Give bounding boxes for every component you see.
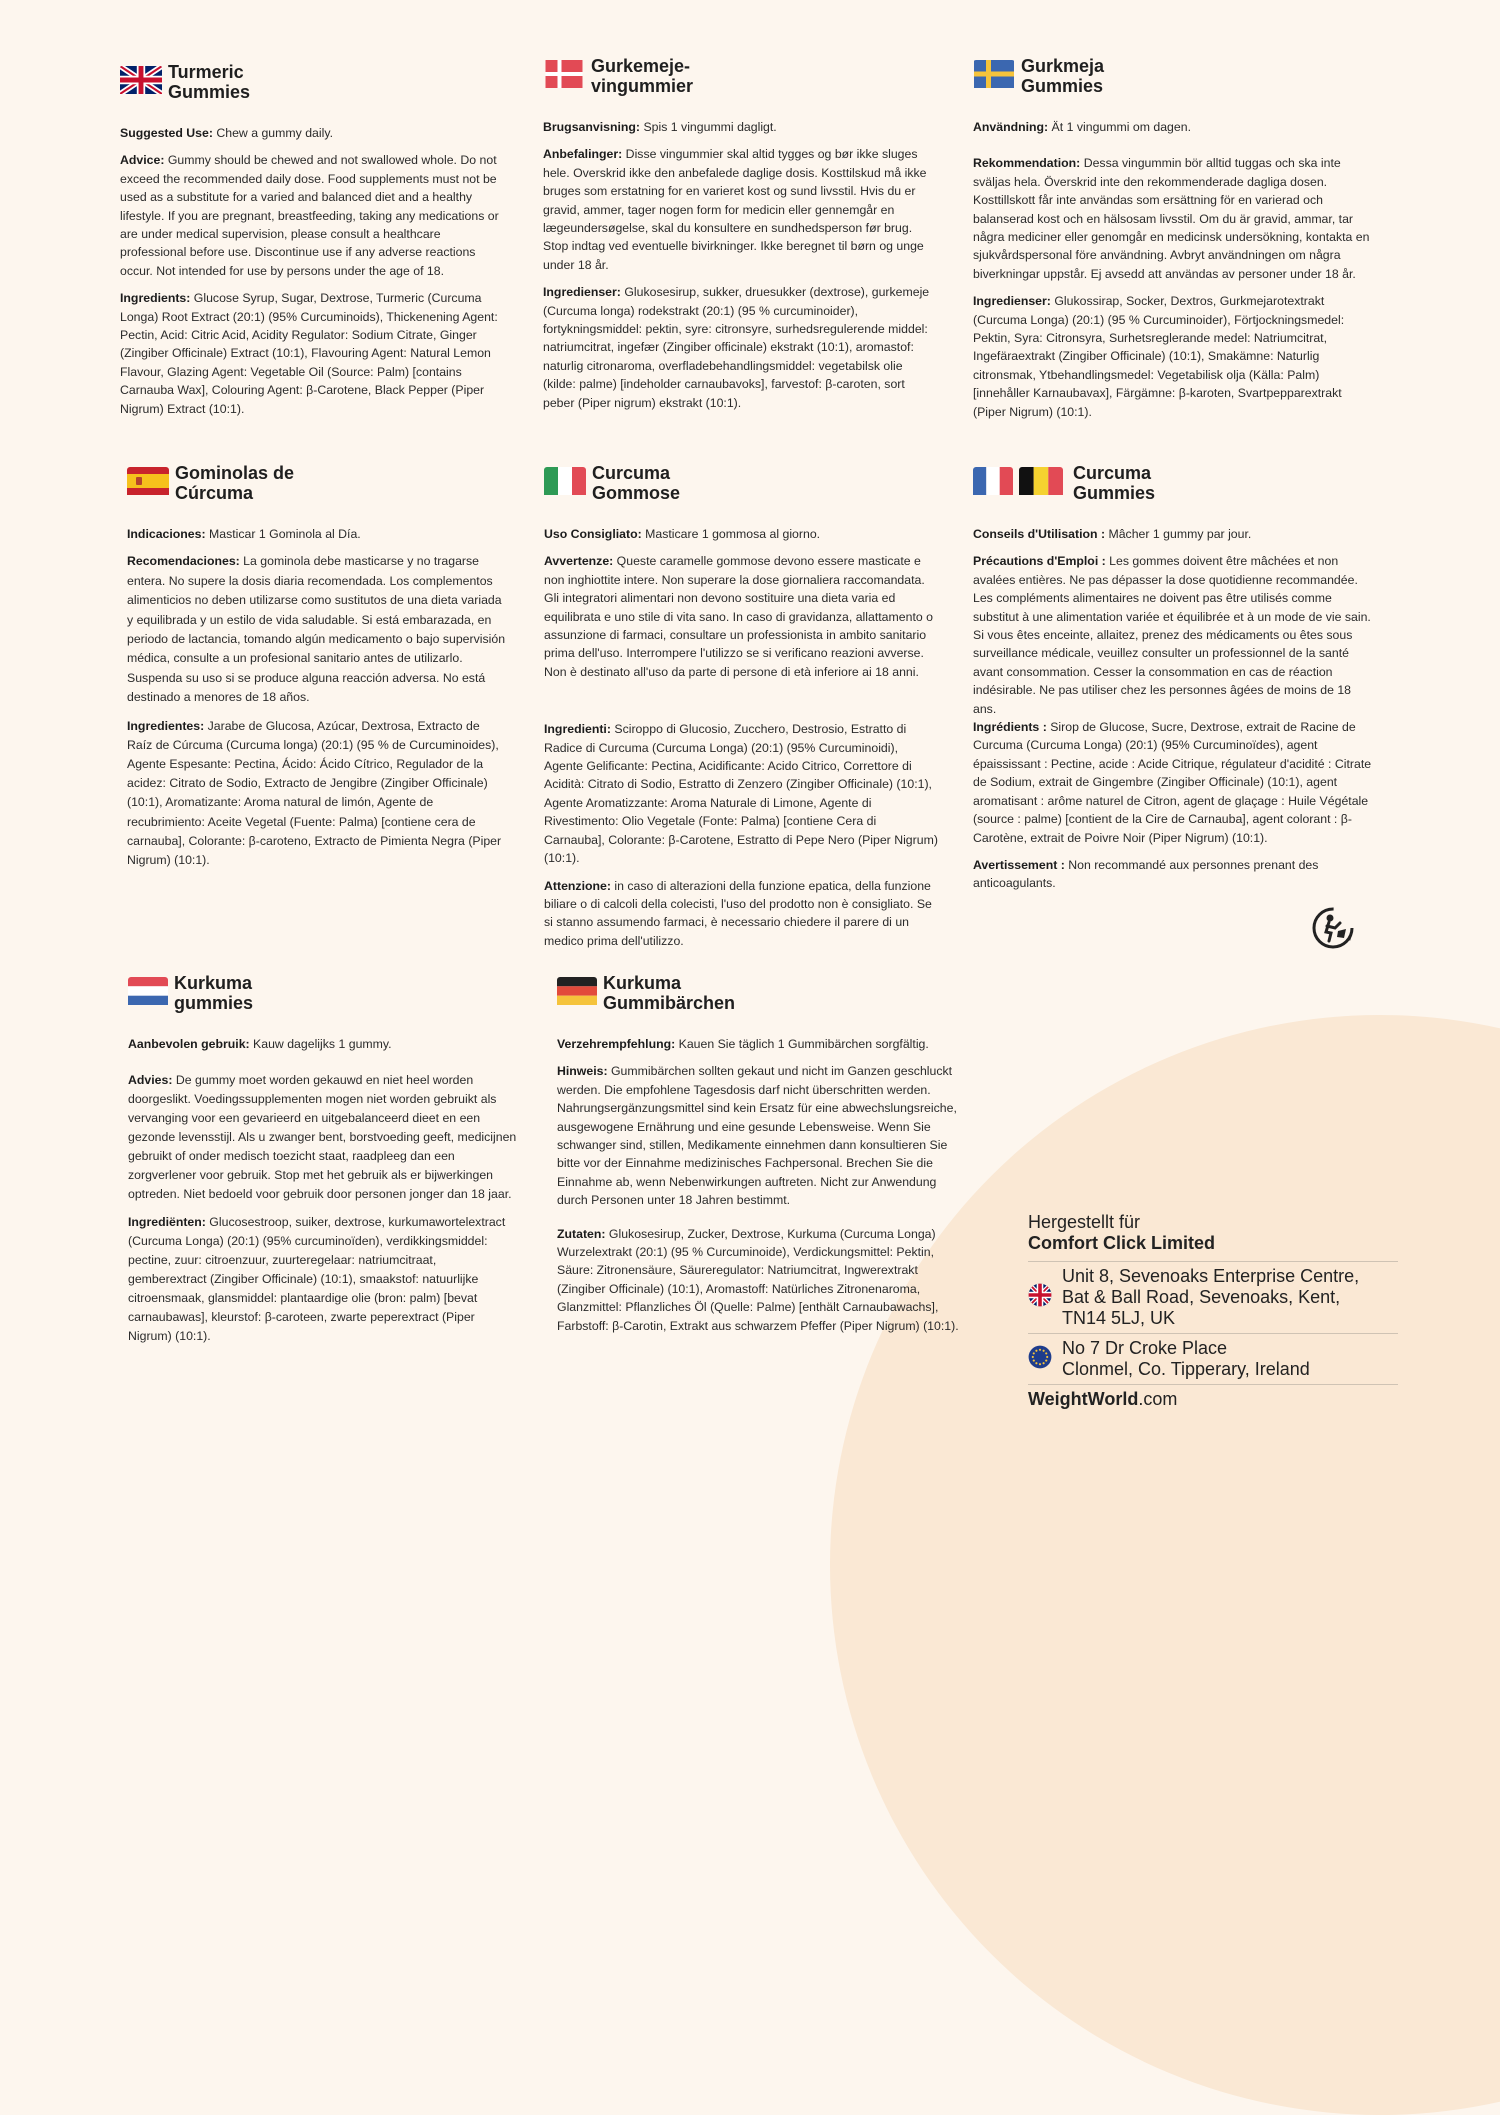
advice: Advies: De gummy moet worden gekauwd en niet heel worden doorgeslikt. Voedingssupplementen mogen niet worden gebruikt als vervanging voor een gevarieerd en uitgebalanceerd dieet en een gezonde levensstijl. Als u zwanger bent, borstvoeding geeft, medicijnen gebruikt of onder medisch toezicht staat, raadpleeg dan een zorgverlener voor gebruik. Stop met het gebruik als er bijwerkingen optreden. Niet bedoeld voor gebruik door personen jonger dan 18 jaar. [128, 1073, 517, 1202]
section-english [120, 62, 510, 427]
suggested-use: Verzehrempfehlung: Kauen Sie täglich 1 Gummibärchen sorgfältig. [557, 1037, 929, 1051]
suggested-use: Conseils d'Utilisation : Mâcher 1 gummy par jour. [973, 527, 1252, 541]
section-italian [544, 463, 939, 959]
suggested-use: Uso Consigliato: Masticare 1 gommosa al giorno. [544, 527, 821, 541]
advice: Rekommendation: Dessa vingummin bör alltid tuggas och ska inte sväljas hela. Överskrid inte den rekommenderade dagliga dosen. Kosttillskott får inte användas som ersättning för en varierad och balanserad kost och en hälsosam livsstil. Om du är gravid, ammar, tar några mediciner eller genomgår en medicinsk undersökning, kontakta en sjukvårdspersonal före användning. Avbryt användningen om några biverkningar uppstår. Ej avsedd att användas av personer under 18 år. [973, 156, 1370, 281]
denmark-flag-icon [543, 60, 585, 93]
section-header [120, 62, 510, 102]
eu-flag-icon [1028, 1345, 1052, 1374]
ingredients: Ingredienser: Glukossirap, Socker, Dextros, Gurkmejarotextrakt (Curcuma Longa) (20:1) (95 % Curcuminoider), Förtjockningsmedel: Pektin, Syra: Citronsyra, Surhetsreglerande medel: Natriumcitrat, Ingefäraextrakt (Zingiber Officinale) (10:1), Smakämne: Naturlig citronsmak, Ytbehandlingsmedel: Vegetabilisk olja (Källa: Palm) [innehåller Karnaubavax], Färgämne: β-karoten, Svartpepparextrakt (Piper Nigrum) (10:1). [973, 294, 1345, 419]
belgium-flag-icon [1019, 467, 1063, 500]
spain-flag-icon [127, 467, 169, 500]
manufacturer-address [1028, 1212, 1398, 1410]
made-for-label: Hergestellt für [1028, 1212, 1141, 1232]
section-swedish [973, 56, 1373, 430]
section-title: Curcuma Gummies [1073, 463, 1156, 503]
uk-flag-icon [120, 66, 162, 99]
section-danish [543, 56, 938, 421]
ingredients: Ingrediënten: Glucosestroop, suiker, dextrose, kurkumawortelextract (Curcuma Longa) (20:1) (95% curcuminoïden), verdikkingsmiddel: pectine, zuur: citroenzuur, zuurteregelaar: natriumcitraat, gemberextract (Zingiber Officinale) (10:1), smaakstof: natuurlijke citroensmaak, glansmiddel: plantaardige olie (bron: palm) [bevat carnaubawas], kleurstof: β-caroteen, zwarte peperextract (Piper Nigrum) (10:1). [128, 1215, 506, 1344]
section-header [128, 973, 518, 1013]
ingredients: Ingredienser: Glukosesirup, sukker, druesukker (dextrose), gurkemeje (Curcuma longa) rodekstrakt (20:1) (95 % curcuminoider), fortykningsmiddel: pektin, syre: citronsyre, surhedsregulerende middel: natriumcitrat, ingefær (Zingiber officinale) ekstrakt (10:1), aromastof: naturlig citronaroma, overfladebehandlingsmiddel: vegetabilsk olie (kilde: palme) [indeholder carnaubavoks], farvestof: β-caroten, sort peber (Piper nigrum) ekstrakt (10:1). [543, 285, 930, 410]
suggested-use: Användning: Ät 1 vingummi om dagen. [973, 120, 1191, 134]
section-spanish [127, 463, 507, 879]
section-title: Gurkemeje- vingummier [591, 56, 694, 96]
italy-flag-icon [544, 467, 586, 500]
section-header [127, 463, 507, 503]
uk-flag-icon [1028, 1283, 1052, 1312]
section-title: Kurkuma Gummibärchen [603, 973, 736, 1013]
advice: Recomendaciones: La gominola debe masticarse y no tragarse entera. No supere la dosis diaria recomendada. Los complementos alimenticios no deben utilizarse como sustitutos de una dieta variada y equilibrada y un estilo de vida saludable. Si está embarazada, en periodo de lactancia, tomando algún medicamento o bajo supervisión médica, consulte a un profesional sanitario antes de utilizarlo. Suspenda su uso si se produce alguna reacción adversa. No está destinado a menores de 18 años. [127, 554, 506, 705]
warning: Attenzione: in caso di alterazioni della funzione epatica, della funzione biliare o di calcoli della colecisti, l'uso del prodotto non è consigliato. Se si stanno assumendo farmaci, è necessario chiedere il parere di un medico prima dell'utilizzo. [544, 878, 932, 948]
website-link[interactable]: WeightWorld.com [1028, 1389, 1178, 1409]
section-french [973, 463, 1373, 902]
advice: Anbefalinger: Disse vingummier skal altid tygges og bør ikke sluges hele. Overskrid ikke den anbefalede daglige dosis. Kosttilskud må ikke bruges som erstatning for en varieret kost og sund livsstil. Hvis du er gravid, ammer, tager nogen form for medicin eller gennemgår en lægeundersøgelse, skal du konsultere en sundhedsperson før brug. Stop indtag ved eventuelle bivirkninger. Ikke beregnet til børn og unge under 18 år. [543, 147, 927, 272]
section-german [557, 973, 962, 1344]
section-title: Turmeric Gummies [168, 62, 251, 102]
france-flag-icon [973, 467, 1013, 500]
suggested-use: Indicaciones: Masticar 1 Gominola al Día. [127, 527, 361, 541]
section-header [543, 56, 938, 96]
ingredients: Ingredienti: Sciroppo di Glucosio, Zucchero, Destrosio, Estratto di Radice di Curcuma (Curcuma Longa) (20:1) (95% Curcuminoidi), Agente Gelificante: Pectina, Acidificante: Acido Citrico, Correttore di Acidità: Citrato di Sodio, Estratto di Zenzero (Zingiber Officinale) (10:1), Agente Aromatizzante: Aroma Naturale di Limone, Agente di Rivestimento: Olio Vegetale (Fonte: Palma) [contiene Cera di Carnauba], Colorante: β-Carotene, Estratto di Pepe Nero (Piper Nigrum) (10:1). [544, 722, 938, 866]
section-title: Curcuma Gommose [592, 463, 681, 503]
suggested-use: Suggested Use: Chew a gummy daily. [120, 126, 333, 140]
ingredients: Ingrédients : Sirop de Glucose, Sucre, Dextrose, extrait de Racine de Curcuma (Curcuma Longa) (20:1) (95% Curcuminoïdes), agent épaississant : Pectine, acide : Acide Citrique, régulateur d'acidité : Citrate de Sodium, extrait de Gingembre (Zingiber Officinale) (10:1), agent aromatisant : arôme naturel de Citron, agent de glaçage : Huile Végétale (source : palme) [contient de la Cire de Carnauba], agent colorant : β-Carotène, extrait de Poivre Noir (Piper Nigrum) (10:1). [973, 720, 1372, 845]
ireland-address: No 7 Dr Croke Place Clonmel, Co. Tipperary, Ireland [1028, 1334, 1398, 1385]
ingredients: Ingredients: Glucose Syrup, Sugar, Dextrose, Turmeric (Curcuma Longa) Root Extract (20:1) (95% Curcuminoids), Thickenening Agent: Pectin, Acid: Citric Acid, Acidity Regulator: Sodium Citrate, Ginger (Zingiber Officinale) Extract (10:1), Flavouring Agent: Natural Lemon Flavour, Glazing Agent: Vegetable Oil (Source: Palm) [contains Carnauba Wax], Colouring Agent: β-Carotene, Black Pepper (Piper Nigrum) Extract (10:1). [120, 291, 498, 416]
advice: Hinweis: Gummibärchen sollten gekaut und nicht im Ganzen geschluckt werden. Die empfohlene Tagesdosis darf nicht überschritten werden. Nahrungsergänzungsmittel sind kein Ersatz für eine abwechslungsreiche, ausgewogene Ernährung und eine gesunde Lebensweise. Wenn Sie schwanger sind, stillen, Medikamente einnehmen dann konsultieren Sie bitte vor der Einnahme medizinisches Fachpersonal. Brechen Sie die Einnahme ab, wenn Nebenwirkungen auftreten. Nicht zur Anwendung durch Personen unter 18 Jahren bestimmt. [557, 1064, 957, 1208]
section-dutch [128, 973, 518, 1355]
company-name: Comfort Click Limited [1028, 1233, 1398, 1262]
tidyman-recycle-icon [1310, 905, 1356, 956]
advice: Advice: Gummy should be chewed and not swallowed whole. Do not exceed the recommended daily dose. Food supplements must not be used as a substitute for a varied and balanced diet and a healthy lifestyle. If you are pregnant, breastfeeding, taking any medications or are under medical supervision, please consult a healthcare professional before use. Discontinue use if any adverse reactions occur. Not intended for use by persons under the age of 18. [120, 153, 499, 278]
suggested-use: Aanbevolen gebruik: Kauw dagelijks 1 gummy. [128, 1037, 392, 1051]
section-title: Kurkuma gummies [174, 973, 254, 1013]
section-title: Gurkmeja Gummies [1021, 56, 1105, 96]
section-header [973, 56, 1373, 96]
uk-address: Unit 8, Sevenoaks Enterprise Centre, Bat & Ball Road, Sevenoaks, Kent, TN14 5LJ, UK [1028, 1262, 1398, 1334]
section-header [557, 973, 962, 1013]
netherlands-flag-icon [128, 977, 168, 1010]
germany-flag-icon [557, 977, 597, 1010]
ingredients: Ingredientes: Jarabe de Glucosa, Azúcar, Dextrosa, Extracto de Raíz de Cúrcuma (Curcuma longa) (20:1) (95 % de Curcuminoides), Agente Espesante: Pectina, Ácido: Ácido Cítrico, Regulador de la acidez: Citrato de Sodio, Extracto de Jengibre (Zingiber Officinale) (10:1), Aromatizante: Aroma natural de limón, Agente de recubrimiento: Aceite Vegetal (Fuente: Palma) [contiene cera de carnauba], Colorante: β-caroteno, Extracto de Pimienta Negra (Piper Nigrum) (10:1). [127, 718, 502, 868]
section-header [973, 463, 1373, 503]
sweden-flag-icon [973, 60, 1015, 93]
warning: Avertissement : Non recommandé aux personnes prenant des anticoagulants. [973, 857, 1319, 891]
section-header [544, 463, 939, 503]
ingredients: Zutaten: Glukosesirup, Zucker, Dextrose, Kurkuma (Curcuma Longa) Wurzelextrakt (20:1) (95 % Curcuminoide), Verdickungsmittel: Pektin, Säure: Zitronensäure, Säureregulator: Natriumcitrat, Ingwerextrakt (Zingiber Officinale) (10:1), Aromastoff: Natürliches Zitronenaroma, Glanzmittel: Pflanzliches Öl (Quelle: Palme) [enthält Carnaubawachs], Farbstoff: β-Carotin, Extrakt aus schwarzem Pfeffer (Piper Nigrum) (10:1). [557, 1226, 959, 1333]
suggested-use: Brugsanvisning: Spis 1 vingummi dagligt. [543, 120, 777, 134]
advice: Avvertenze: Queste caramelle gommose devono essere masticate e non inghiottite intere. Non superare la dose giornaliera raccomandata. Gli integratori alimentari non devono sostituire una dieta varia ed equilibrata e uno stile di vita sano. In caso di gravidanza, allattamento o assunzione di farmaci, consultare un professionista in ambito sanitario prima dell'uso. Interrompere l'utilizzo se si verificano reazioni avverse. Non è destinato all'uso da parte di persone di età inferiore ai 18 anni. [544, 554, 933, 679]
section-title: Gominolas de Cúrcuma [175, 463, 295, 503]
advice: Précautions d'Emploi : Les gommes doivent être mâchées et non avalées entières. Ne pas dépasser la dose quotidienne recommandée. Les compléments alimentaires ne doivent pas être utilisés comme substitut à une alimentation variée et équilibrée et à un mode de vie sain. Si vous êtes enceinte, allaitez, prenez des médicaments ou êtes sous surveillance médicale, veuillez consulter un professionnel de la santé avant consommation. Cesser la consommation en cas de réaction indésirable. Ne pas utiliser chez les personnes âgées de moins de 18 ans. [973, 554, 1371, 716]
